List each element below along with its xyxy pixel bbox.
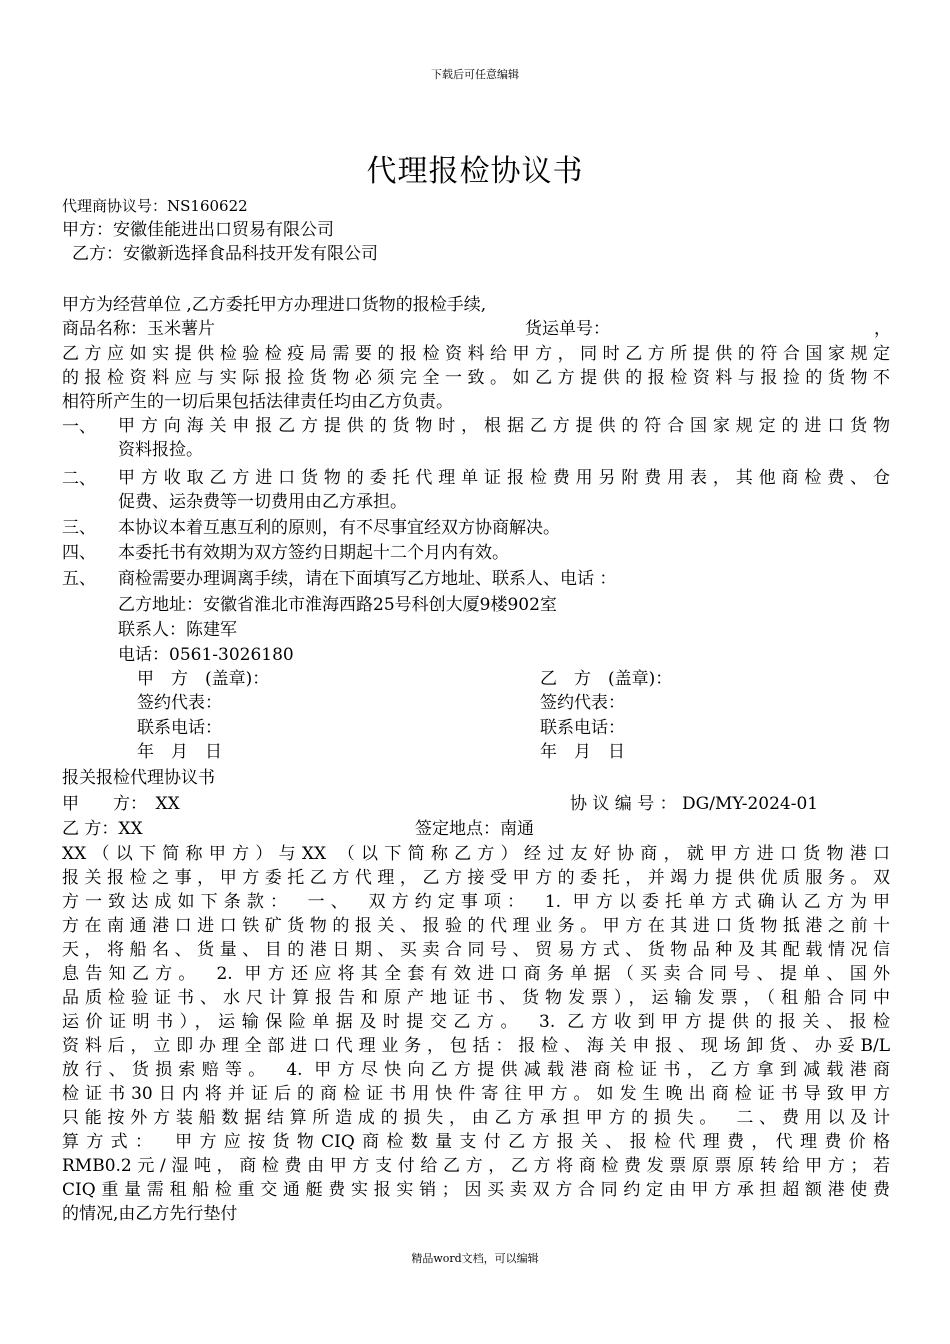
item-line: 资料报捡。 [118, 440, 203, 460]
doc2-body-line: 放行、货损索赔等。 4. 甲方尽快向乙方提供减载港商检证书，乙方拿到减载港商 [62, 1060, 890, 1080]
doc2-party-a: 甲 方： XX [62, 794, 180, 814]
item-number: 二、 [62, 469, 96, 489]
doc2-body-line: 品质检验证书、水尺计算报告和原产地证书、货物发票），运输发票，（租船合同中 [62, 988, 890, 1008]
sign-a-seal: 甲 方 (盖章)： [137, 669, 270, 689]
doc2-body-line: 天，将船名、货量、目的港日期、买卖合同号、贸易方式、货物品种及其配载情况信 [62, 940, 890, 960]
doc2-title: 报关报检代理协议书 [62, 768, 215, 788]
intro-line: 甲方为经营单位 ,乙方委托甲方办理进口货物的报检手续, [62, 295, 487, 315]
item-number: 三、 [62, 518, 96, 538]
contact-person: 联系人：陈建军 [118, 620, 237, 640]
item-line: 甲方收取乙方进口货物的委托代理单证报检费用另附费用表，其他商检费、仓 [118, 468, 890, 488]
doc2-party-b: 乙 方：XX [62, 819, 143, 839]
doc2-body-line: 运价证明书），运输保险单据及时提交乙方。 3. 乙方收到甲方提供的报关、报检 [62, 1012, 890, 1032]
sign-b-date: 年 月 日 [540, 742, 625, 762]
doc2-body-line: RMB0.2元/湿吨，商检费由甲方支付给乙方，乙方将商检费发票原票原转给甲方；若 [62, 1156, 890, 1176]
doc2-body-line: 检证书30日内将并证后的商检证书用快件寄往甲方。如发生晚出商检证书导致甲方 [62, 1084, 890, 1104]
item-number: 一、 [62, 417, 96, 437]
sign-a-rep: 签约代表： [137, 693, 222, 713]
doc2-body-line: XX（以下简称甲方）与XX （以下简称乙方）经过友好协商，就甲方进口货物港口 [62, 844, 890, 864]
item-line: 商检需要办理调离手续，请在下面填写乙方地址、联系人、电话 ： [118, 569, 617, 589]
party-b-address: 乙方地址：安徽省淮北市淮海西路25号科创大厦9楼902室 [118, 595, 557, 615]
waybill-no: 货运单号： [525, 319, 610, 339]
item-line: 本委托书有效期为双方签约日期起十二个月内有效。 [118, 543, 509, 563]
sign-a-date: 年 月 日 [137, 742, 222, 762]
goods-name: 商品名称：玉米薯片 [62, 319, 215, 339]
sign-b-tel: 联系电话： [540, 718, 625, 738]
doc2-body-line: 算方式： 甲方应按货物CIQ商检数量支付乙方报关、报检代理费，代理费价格 [62, 1132, 890, 1152]
doc2-agreement-no: 协 议 编 号 ： DG/MY-2024-01 [570, 794, 819, 814]
sign-a-tel: 联系电话： [137, 718, 222, 738]
doc2-body-line: 方一致达成如下条款： 一、 双方约定事项： 1. 甲方以委托单方式确认乙方为甲 [62, 892, 890, 912]
sign-b-seal: 乙 方 (盖章)： [540, 669, 673, 689]
item-number: 五、 [62, 569, 96, 589]
para-line: 的报检资料应与实际报捡货物必须完全一致。如乙方提供的报检资料与报捡的货物不 [62, 368, 890, 388]
party-a: 甲方：安徽佳能进出口贸易有限公司 [62, 220, 334, 240]
doc1-title: 代理报检协议书 [366, 154, 584, 189]
doc2-body-line: 息告知乙方。 2. 甲方还应将其全套有效进口商务单据（买卖合同号、提单、国外 [62, 964, 890, 984]
contact-phone: 电话：0561-3026180 [118, 645, 294, 665]
doc2-place: 签定地点：南通 [415, 819, 534, 839]
doc2-body-line: 只能按外方装船数据结算所造成的损失，由乙方承担甲方的损失。 二、费用以及计 [62, 1108, 890, 1128]
doc2-body-line: 资料后，立即办理全部进口代理业务，包括：报检、海关申报、现场卸货、办妥B/L [62, 1036, 890, 1056]
party-b: 乙方：安徽新选择食品科技开发有限公司 [72, 244, 378, 264]
item-line: 促费、运杂费等一切费用由乙方承担。 [118, 492, 407, 512]
doc2-body-line: CIQ重量需租船检重交通艇费实报实销；因买卖双方合同约定由甲方承担超额港使费 [62, 1180, 890, 1200]
doc2-body-line: 方在南通港口进口铁矿货物的报关、报验的代理业务。甲方在其进口货物抵港之前十 [62, 916, 890, 936]
para-line: 乙方应如实提供检验检疫局需要的报检资料给甲方，同时乙方所提供的符合国家规定 [62, 344, 890, 364]
doc2-body-line: 的情况,由乙方先行垫付 [62, 1204, 238, 1224]
item-line: 本协议本着互惠互利的原则，有不尽事宜经双方协商解决。 [118, 518, 560, 538]
waybill-comma: ， [874, 319, 891, 339]
agent-agreement-no: 代理商协议号：NS160622 [62, 197, 248, 215]
item-number: 四、 [62, 543, 96, 563]
footer-note: 精品word文档，可以编辑 [411, 1252, 539, 1265]
header-note: 下载后可任意编辑 [431, 68, 519, 81]
para-line: 相符所产生的一切后果包括法律责任均由乙方负责。 [62, 392, 453, 412]
item-line: 甲方向海关申报乙方提供的货物时，根据乙方提供的符合国家规定的进口货物 [118, 416, 890, 436]
doc2-body-line: 报关报检之事，甲方委托乙方代理，乙方接受甲方的委托，并竭力提供优质服务。双 [62, 868, 890, 888]
sign-b-rep: 签约代表： [540, 693, 625, 713]
